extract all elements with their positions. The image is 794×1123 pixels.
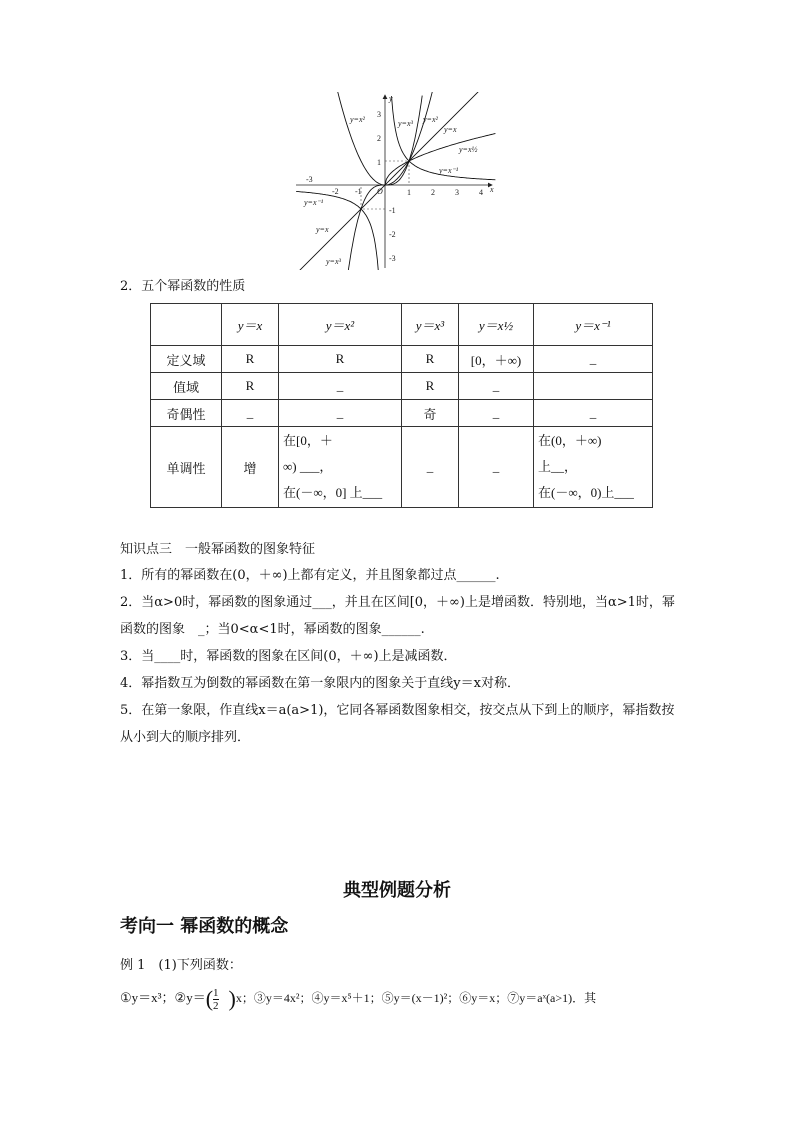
x-axis-label: x bbox=[490, 185, 494, 194]
list-item: 2．当α>0时，幂函数的图象通过___，并且在区间[0，＋∞)上是增函数．特别地，当α>1时，幂函数的图象 _；当0<α<1时，幂函数的图象______. bbox=[120, 595, 675, 637]
table-cell: R bbox=[402, 346, 459, 373]
curve-label: y=x² bbox=[423, 115, 438, 124]
topic-heading: 考向一 幂函数的概念 bbox=[120, 916, 289, 937]
list-item: 1．所有的幂函数在(0，＋∞)上都有定义，并且图象都过点______. bbox=[120, 568, 500, 583]
fraction: $\frac{1}{2}$ bbox=[213, 986, 219, 1012]
x-tick: 4 bbox=[479, 188, 483, 197]
paren-right: ) bbox=[228, 986, 236, 1011]
origin-label: O bbox=[377, 187, 383, 196]
header-cell: y＝x² bbox=[279, 304, 402, 346]
properties-table bbox=[150, 303, 653, 508]
header-cell: y＝x bbox=[222, 304, 279, 346]
function-list bbox=[120, 986, 596, 1012]
table-cell: R bbox=[222, 373, 279, 400]
table-cell: _ bbox=[459, 427, 534, 508]
table-cell: _ bbox=[459, 400, 534, 427]
knowledge-point-title: 知识点三 一般幂函数的图象特征 bbox=[120, 542, 316, 557]
x-tick: -1 bbox=[355, 187, 362, 196]
x-tick: -2 bbox=[332, 187, 339, 196]
table-cell-multiline: 在[0，＋ ∞) ___， 在(－∞，0] 上___ bbox=[279, 427, 402, 508]
table-cell: _ bbox=[279, 373, 402, 400]
row-label: 值域 bbox=[151, 373, 222, 400]
curve-label: y=x² bbox=[350, 115, 365, 124]
curve-label: y=x³ bbox=[398, 119, 413, 128]
header-cell: y＝x½ bbox=[459, 304, 534, 346]
table-cell: _ bbox=[534, 400, 653, 427]
curve-label: y=x bbox=[444, 125, 457, 134]
table-cell bbox=[534, 373, 653, 400]
table-cell: _ bbox=[222, 400, 279, 427]
corner-cell bbox=[151, 304, 222, 346]
power-function-graph bbox=[292, 92, 502, 270]
list-item: 3．当____时，幂函数的图象在区间(0，＋∞)上是减函数． bbox=[120, 649, 457, 664]
table-cell: R bbox=[402, 373, 459, 400]
row-label: 定义域 bbox=[151, 346, 222, 373]
y-tick: -1 bbox=[389, 206, 396, 215]
func-part: ①y＝x³；②y＝ bbox=[120, 989, 206, 1005]
y-tick: 1 bbox=[377, 158, 381, 167]
curve-label: y=x bbox=[316, 225, 329, 234]
x-tick: 3 bbox=[455, 188, 459, 197]
y-tick: 2 bbox=[377, 134, 381, 143]
func-part: x；③y＝4x²；④y＝x⁵＋1；⑤y＝(x－1)²；⑥y＝x；⑦y＝aˣ(a>1)．其 bbox=[235, 990, 597, 1005]
analysis-title: 典型例题分析 bbox=[343, 880, 451, 901]
example-label: 例 1 (1)下列函数： bbox=[120, 958, 242, 973]
curve-label: y=x⁻¹ bbox=[439, 166, 459, 175]
y-tick: 3 bbox=[377, 110, 381, 119]
section-title: 2．五个幂函数的性质 bbox=[120, 279, 246, 294]
header-cell: y＝x⁻¹ bbox=[534, 304, 653, 346]
row-label: 奇偶性 bbox=[151, 400, 222, 427]
table-cell: R bbox=[222, 346, 279, 373]
y-axis-label: y bbox=[389, 94, 393, 103]
list-item: 4．幂指数互为倒数的幂函数在第一象限内的图象关于直线y＝x对称． bbox=[120, 676, 520, 691]
x-tick: -3 bbox=[306, 175, 313, 184]
y-tick: -2 bbox=[389, 230, 396, 239]
table-cell: _ bbox=[459, 373, 534, 400]
table-cell: _ bbox=[402, 427, 459, 508]
paren-left: ( bbox=[205, 986, 214, 1011]
table-cell-multiline: 在(0，＋∞) 上__， 在(－∞，0)上___ bbox=[534, 427, 653, 508]
x-tick: 2 bbox=[431, 188, 435, 197]
header-cell: y＝x³ bbox=[402, 304, 459, 346]
table-cell: [0，＋∞) bbox=[459, 346, 534, 373]
row-label: 单调性 bbox=[151, 427, 222, 508]
x-tick: 1 bbox=[407, 188, 411, 197]
list-item: 5．在第一象限，作直线x＝a(a>1)，它同各幂函数图象相交，按交点从下到上的顺序，幂指数按从小到大的顺序排列． bbox=[120, 703, 675, 745]
table-cell: R bbox=[279, 346, 402, 373]
curve-label: y=x½ bbox=[459, 145, 478, 154]
table-cell: 奇 bbox=[402, 400, 459, 427]
curve-label: y=x⁻¹ bbox=[304, 198, 324, 207]
table-cell: _ bbox=[279, 400, 402, 427]
y-tick: -3 bbox=[389, 254, 396, 263]
table-cell: 增 bbox=[222, 427, 279, 508]
curve-label: y=x³ bbox=[326, 257, 341, 266]
table-cell: _ bbox=[534, 346, 653, 373]
